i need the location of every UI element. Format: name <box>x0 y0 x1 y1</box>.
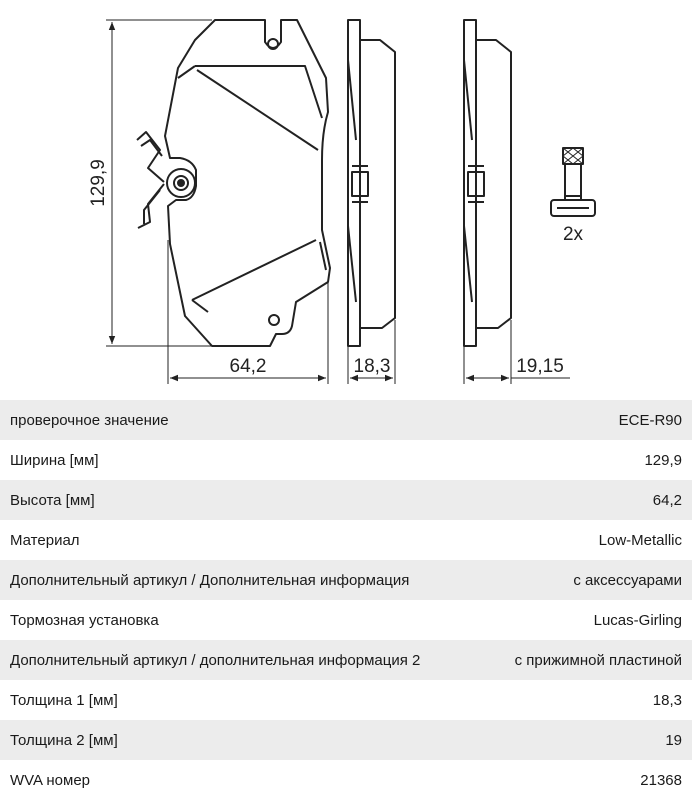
spec-label: Ширина [мм] <box>10 451 99 469</box>
spring-clip <box>137 132 164 228</box>
spec-row-wva-number <box>0 760 692 800</box>
spec-label: Материал <box>10 531 80 549</box>
spec-value: ECE-R90 <box>618 411 682 429</box>
bolt-accessory <box>551 148 595 216</box>
spec-row-test-value <box>0 400 692 440</box>
spec-value: Lucas-Girling <box>593 611 682 629</box>
spec-row-thickness-2 <box>0 720 692 760</box>
spec-row-thickness-1 <box>0 680 692 720</box>
spec-value: 19 <box>665 731 682 749</box>
spec-value: с прижимной пластиной <box>514 651 682 669</box>
dim-thickness-1-label: 18,3 <box>353 356 391 377</box>
spec-row-additional-info-2 <box>0 640 692 680</box>
spec-label: Толщина 1 [мм] <box>10 691 118 709</box>
spec-value: 129,9 <box>644 451 682 469</box>
spec-row-additional-info <box>0 560 692 600</box>
spec-value: Low-Metallic <box>598 531 682 549</box>
accessory-count-label: 2x <box>562 224 584 245</box>
spec-label: проверочное значение <box>10 411 169 429</box>
brake-pad-side-view-2 <box>464 20 511 346</box>
brake-pad-side-view-1 <box>348 20 395 346</box>
dim-thickness-2-label: 19,15 <box>516 356 564 377</box>
brake-pad-front-view <box>165 20 330 346</box>
spec-value: с аксессуарами <box>573 571 682 589</box>
spec-label: Толщина 2 [мм] <box>10 731 118 749</box>
spec-label: Дополнительный артикул / дополнительная информация 2 <box>10 651 421 669</box>
spec-value: 18,3 <box>652 691 682 709</box>
spec-label: Дополнительный артикул / Дополнительная информация <box>10 571 410 589</box>
spec-row-height <box>0 480 692 520</box>
spec-value: 64,2 <box>652 491 682 509</box>
dim-height-label: 129,9 <box>88 159 109 207</box>
spec-value: 21368 <box>640 771 682 789</box>
spec-row-width <box>0 440 692 480</box>
spec-row-brake-system <box>0 600 692 640</box>
dim-width-label: 64,2 <box>229 356 267 377</box>
spec-label: Высота [мм] <box>10 491 95 509</box>
specifications-table <box>0 400 692 800</box>
spec-row-material <box>0 520 692 560</box>
spec-label: Тормозная установка <box>10 611 159 629</box>
spec-label: WVA номер <box>10 771 91 789</box>
